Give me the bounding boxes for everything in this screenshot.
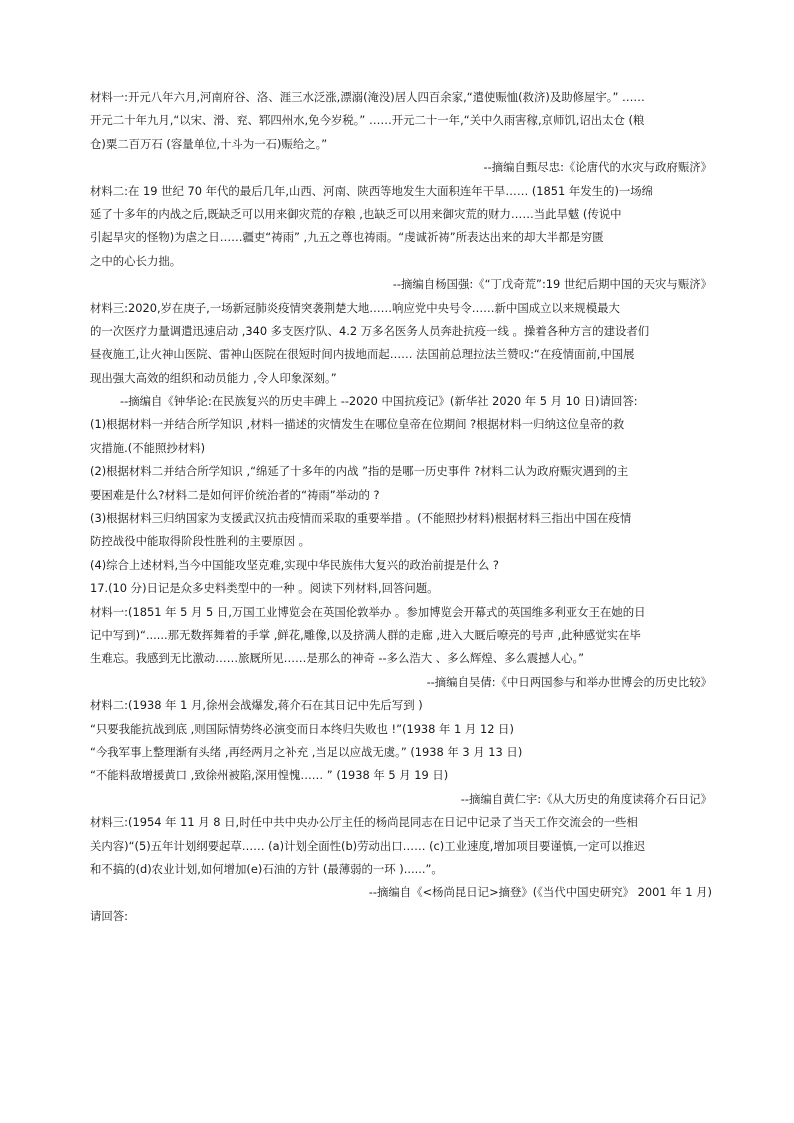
text-line: 现出强大高效的组织和动员能力 ,令人印象深刻。” — [90, 370, 337, 385]
text-line: (3)根据材料三归纳国家为支援武汉抗击疫情而采取的重要举措 。(不能照抄材料)根据材料三指出中国在疫情 — [90, 511, 632, 526]
text-line: 材料三:(1954 年 11 月 8 日,时任中共中央办公厅主任的杨尚昆同志在日记中记录了当天工作交流会的一些相 — [90, 815, 638, 830]
text-line: (4)综合上述材料,当今中国能攻坚克难,实现中华民族伟大复兴的政治前提是什么 ? — [90, 557, 499, 572]
text-line: 材料二:(1938 年 1 月,徐州会战爆发,蒋介石在其日记中先后写到 ) — [90, 698, 423, 713]
text-line: (2)根据材料二并结合所学知识 ,“绵延了十多年的内战 ”指的是哪一历史事件 ?材料二认为政府赈灾遇到的主 — [90, 464, 629, 479]
text-line: 材料二:在 19 世纪 70 年代的最后几年,山西、河南、陕西等地发生大面积连年干旱…… (1851 年发生的)一场绵 — [90, 183, 654, 198]
text-line: --摘编自《钟华论:在民族复兴的历史丰碑上 --2020 中国抗疫记》(新华社 2020 年 5 月 10 日)请回答: — [120, 394, 638, 409]
text-line: 材料三:2020,岁在庚子,一场新冠肺炎疫情突袭荆楚大地……响应党中央号令……新中国成立以来规模最大 — [90, 300, 620, 315]
source-citation: --摘编自甄尽忠:《论唐代的水灾与政府赈济》 — [483, 160, 712, 175]
text-line: 防控战役中能取得阶段性胜利的主要原因 。 — [90, 534, 311, 549]
document-body — [90, 86, 712, 928]
text-line: 开元二十年九月,“以宋、滑、兖、郓四州水,免今岁税。” ……开元二十一年,“关中久雨害稼,京师饥,诏出太仓 (粮 — [90, 113, 645, 128]
text-line: 延了十多年的内战之后,既缺乏可以用来御灾荒的存粮 ,也缺乏可以用来御灾荒的财力……当此旱魃 (传说中 — [90, 206, 622, 221]
text-line: 灾措施.(不能照抄材料) — [90, 440, 206, 455]
text-line: 生难忘。我感到无比激动……旅厩所见……是那么的神奇 --多么浩大 、多么辉煌、多么震撼人心。” — [90, 651, 585, 666]
source-citation: --摘编自吴倩:《中日两国参与和举办世博会的历史比较》 — [426, 674, 712, 689]
source-citation: --摘编自《<杨尚昆日记>摘登》(《当代中国史研究》 2001 年 1 月) — [368, 885, 712, 900]
text-line: 请回答: — [90, 908, 129, 923]
text-line: 之中的心长力拙。 — [90, 253, 182, 268]
text-line: 昼夜施工,让火神山医院、雷神山医院在很短时间内拔地而起…… 法国前总理拉法兰赞叹:“在疫情面前,中国展 — [90, 347, 635, 362]
source-citation: --摘编自黄仁宇:《从大历史的角度读蒋介石日记》 — [460, 791, 712, 806]
text-line: 材料一:(1851 年 5 月 5 日,万国工业博览会在英国伦敦举办 。参加博览会开幕式的英国维多利亚女王在她的日 — [90, 604, 646, 619]
text-line: 仓)粟二百万石 (容量单位,十斗为一石)赈给之。” — [90, 136, 328, 151]
text-line: 17.(10 分)日记是众多史料类型中的一种 。阅读下列材料,回答问题。 — [90, 581, 439, 596]
source-citation: --摘编自杨国强:《“丁戊奇荒”:19 世纪后期中国的天灾与赈济》 — [392, 277, 712, 292]
text-line: 的一次医疗力量调遣迅速启动 ,340 多支医疗队、4.2 万多名医务人员奔赴抗疫一线 。操着各种方言的建设者们 — [90, 323, 650, 338]
text-line: 材料一:开元八年六月,河南府谷、洛、涯三水泛涨,漂溺(淹没)居人四百余家,“遣使赈恤(救济)及助修屋宇。” …… — [90, 90, 645, 104]
text-line: “只要我能抗战到底 ,则国际情势终必演变而日本终归失败也 !”(1938 年 1 月 12 日) — [90, 721, 514, 736]
text-line: 关内容)“(5)五年计划纲要起草…… (a)计划全面性(b)劳动出口…… (c)工业速度,增加项目要谨慎,一定可以推迟 — [90, 838, 646, 853]
text-line: 记中写到)“......那无数挥舞着的手掌 ,鲜花,雕像,以及挤满人群的走廊 ,进入大厩后嘹亮的号声 ,此种感觉实在毕 — [90, 627, 641, 642]
text-line: 引起旱灾的怪物)为虐之日……疆吏“祷雨” ,九五之尊也祷雨。“虔诚祈祷”所表达出来的却大半都是穷匮 — [90, 230, 604, 245]
text-line: “不能料敌增援黄口 ,致徐州被陷,深用惶愧…… ” (1938 年 5 月 19 日) — [90, 768, 449, 783]
text-line: 要困难是什么?材料二是如何评价统治者的“祷雨”举动的 ? — [90, 487, 380, 502]
text-line: 和不搞的(d)农业计划,如何增加(e)石油的方针 (最薄弱的一环 )......”。 — [90, 861, 443, 876]
text-line: (1)根据材料一并结合所学知识 ,材料一描述的灾情发生在哪位皇帝在位期间 ?根据材料一归纳这位皇帝的救 — [90, 417, 625, 432]
text-line: “今我军事上整理渐有头绪 ,再经两月之补充 ,当足以应战无虞。” (1938 年 3 月 13 日) — [90, 744, 523, 759]
